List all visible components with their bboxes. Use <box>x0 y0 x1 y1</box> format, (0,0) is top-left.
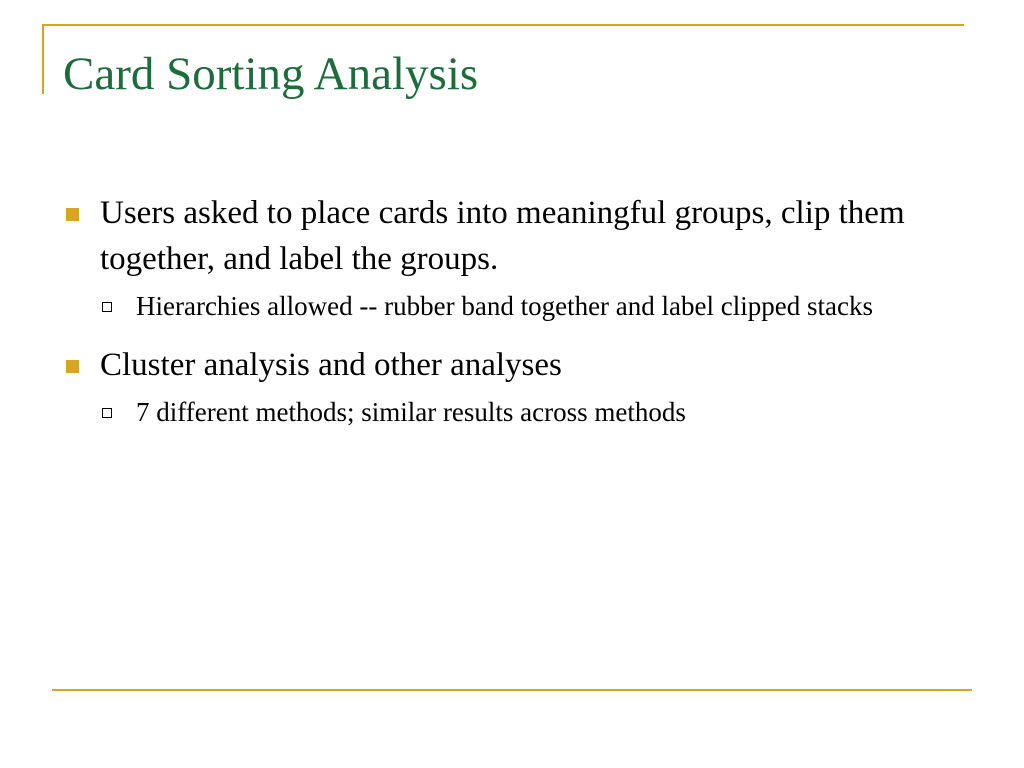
left-accent-rule <box>42 24 44 94</box>
sub-bullet-item <box>100 286 964 326</box>
sub-bullet-text: Hierarchies allowed -- rubber band together and label clipped stacks <box>136 291 873 321</box>
filled-square-icon <box>66 208 79 221</box>
bullet-text: Cluster analysis and other analyses <box>100 347 562 383</box>
bullet-text: Users asked to place cards into meaningful groups, clip them together, and label the groups. <box>100 195 905 277</box>
slide-body <box>64 190 964 448</box>
bullet-item <box>64 342 964 388</box>
sub-bullet-item <box>100 392 964 432</box>
top-accent-rule <box>42 24 964 26</box>
slide-title: Card Sorting Analysis <box>63 48 479 100</box>
filled-square-icon <box>66 360 79 373</box>
sub-bullet-text: 7 different methods; similar results across methods <box>136 397 686 427</box>
bullet-item <box>64 190 964 282</box>
hollow-square-icon <box>102 408 112 418</box>
hollow-square-icon <box>102 302 112 312</box>
bottom-accent-rule <box>52 689 972 691</box>
